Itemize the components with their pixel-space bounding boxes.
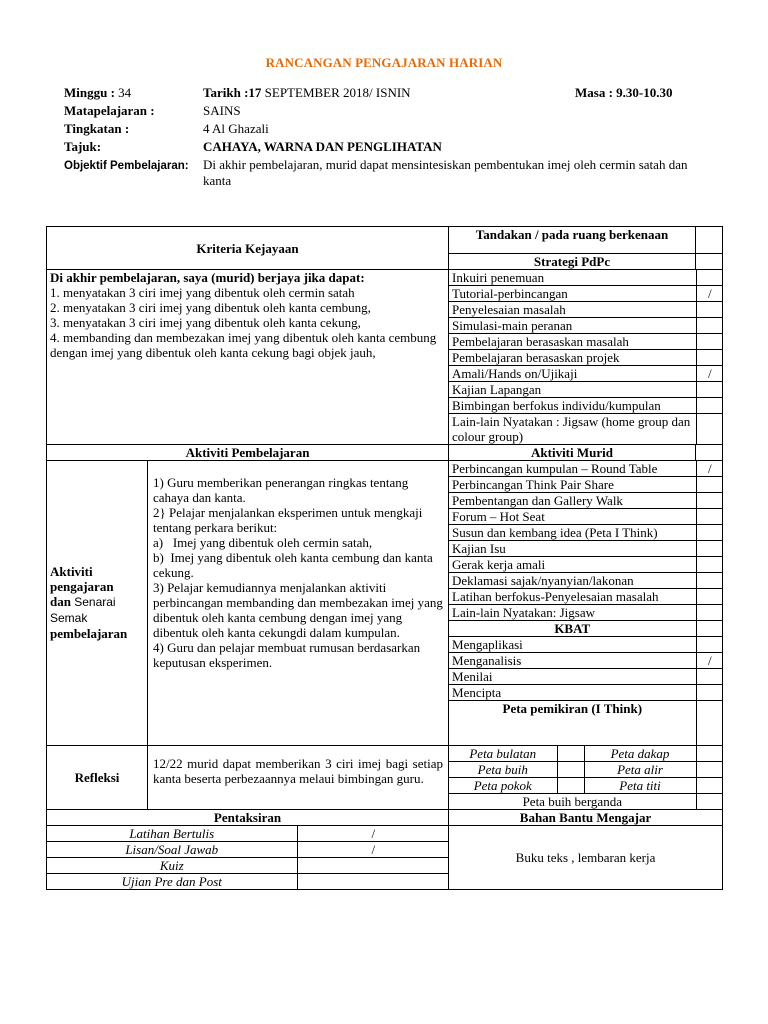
aktiviti-step: 4) Guru dan pelajar membuat rumusan berdasarkan keputusan eksperimen. <box>153 640 421 670</box>
murid-mark <box>696 493 723 509</box>
strategi-item: Lain-lain Nyatakan : Jigsaw (home group dan colour group) <box>449 414 696 445</box>
kbat-item: Menilai <box>449 669 696 685</box>
strategi-item: Kajian Lapangan <box>449 382 696 398</box>
kriteria-item: 1. menyatakan 3 ciri imej yang dibentuk oleh cermin satah <box>50 285 355 300</box>
murid-mark <box>696 605 723 621</box>
peta-item: Peta pokok <box>449 777 557 793</box>
pentaksiran-item: Latihan Bertulis <box>47 826 297 842</box>
strategi-item: Amali/Hands on/Ujikaji <box>449 366 696 382</box>
matapelajaran-label: Matapelajaran : <box>64 103 155 118</box>
kriteria-body <box>47 270 449 445</box>
aktiviti-steps <box>148 461 449 746</box>
refleksi-text: 12/22 murid dapat memberikan 3 ciri imej bagi setiap kanta beserta perbezaannya melaui bimbingan guru. <box>148 745 449 809</box>
strategi-mark <box>696 334 723 350</box>
kbat-item: Mengaplikasi <box>449 637 696 653</box>
pentaksiran-heading: Pentaksiran <box>47 809 449 825</box>
refleksi-label: Refleksi <box>47 745 148 809</box>
pentaksiran-mark: / <box>297 826 449 842</box>
pentaksiran-mark: / <box>297 841 449 857</box>
strategi-mark <box>696 270 723 286</box>
strategi-item: Tutorial-perbincangan <box>449 286 696 302</box>
pentaksiran-item: Lisan/Soal Jawab <box>47 841 297 857</box>
strategi-mark <box>696 318 723 334</box>
kbat-mark: / <box>696 653 723 669</box>
aktiviti-side-label: Aktiviti pengajaran dan Senarai Semak pembelajaran <box>47 461 148 746</box>
peta-heading: Peta pemikiran (I Think) <box>449 701 696 745</box>
murid-mark <box>696 557 723 573</box>
rph-table <box>46 226 723 890</box>
pentaksiran-mark <box>297 873 449 889</box>
murid-item: Lain-lain Nyatakan: Jigsaw <box>449 605 696 621</box>
tingkatan-value: 4 Al Ghazali <box>203 121 269 136</box>
aktiviti-pembelajaran-heading: Aktiviti Pembelajaran <box>47 445 449 461</box>
bbm-heading: Bahan Bantu Mengajar <box>449 809 723 825</box>
pentaksiran-list <box>47 826 449 889</box>
aktiviti-step: 2} Pelajar menjalankan eksperimen untuk mengkaji tentang perkara berikut: <box>153 505 423 535</box>
peta-item: Peta buih <box>449 761 557 777</box>
kriteria-item: 2. menyatakan 3 ciri imej yang dibentuk oleh kanta cembung, <box>50 300 371 315</box>
objektif-value: Di akhir pembelajaran, murid dapat mensintesiskan pembentukan imej oleh cermin satah dan kanta <box>203 157 688 188</box>
murid-item: Deklamasi sajak/nyanyian/lakonan <box>449 573 696 589</box>
strategi-mark: / <box>696 366 723 382</box>
kriteria-intro: Di akhir pembelajaran, saya (murid) berjaya jika dapat: <box>50 270 365 285</box>
murid-item: Gerak kerja amali <box>449 557 696 573</box>
murid-item: Perbincangan kumpulan – Round Table <box>449 461 696 477</box>
aktiviti-step: 3) Pelajar kemudiannya menjalankan aktiviti perbincangan membanding dan membezakan imej yang dibentuk oleh kanta cembung dengan imej yang dibentuk oleh kanta cekungdi dalam kumpulan. <box>153 580 443 640</box>
kbat-mark <box>696 637 723 653</box>
header-info <box>64 84 704 190</box>
murid-item: Pembentangan dan Gallery Walk <box>449 493 696 509</box>
strategi-item: Pembelajaran berasaskan projek <box>449 350 696 366</box>
strategi-mark <box>696 414 723 445</box>
bbm-value: Buku teks , lembaran kerja <box>449 825 723 889</box>
peta-item: Peta titi <box>584 777 696 793</box>
strategi-item: Penyelesaian masalah <box>449 302 696 318</box>
kbat-heading: KBAT <box>449 621 696 637</box>
tarikh: Tarikh :17 SEPTEMBER 2018/ ISNIN <box>203 85 411 100</box>
strategi-item: Simulasi-main peranan <box>449 318 696 334</box>
tajuk-label: Tajuk: <box>64 139 102 154</box>
aktiviti-step: 1) Guru memberikan penerangan ringkas tentang cahaya dan kanta. <box>153 475 409 505</box>
kbat-item: Menganalisis <box>449 653 696 669</box>
objektif-label: Objektif Pembelajaran: <box>64 160 189 172</box>
kbat-mark <box>696 685 723 701</box>
aktiviti-step: b) Imej yang dibentuk oleh kanta cembung dan kanta cekung. <box>153 550 433 580</box>
murid-item: Forum – Hot Seat <box>449 509 696 525</box>
strategi-list <box>449 270 723 444</box>
masa: Masa : 9.30-10.30 <box>575 85 673 100</box>
tingkatan-label: Tingkatan : <box>64 121 130 136</box>
page-title: RANCANGAN PENGAJARAN HARIAN <box>265 55 503 70</box>
minggu-value: 34 <box>118 85 132 100</box>
pentaksiran-item: Kuiz <box>47 857 297 873</box>
aktiviti-step: a) Imej yang dibentuk oleh cermin satah, <box>153 535 373 550</box>
murid-item: Kajian Isu <box>449 541 696 557</box>
pentaksiran-item: Ujian Pre dan Post <box>47 873 297 889</box>
peta-item: Peta dakap <box>584 746 696 762</box>
strategi-item: Inkuiri penemuan <box>449 270 696 286</box>
aktiviti-murid-heading: Aktiviti Murid <box>449 445 696 461</box>
murid-item: Perbincangan Think Pair Share <box>449 477 696 493</box>
kbat-mark <box>696 669 723 685</box>
murid-item: Latihan berfokus-Penyelesaian masalah <box>449 589 696 605</box>
matapelajaran-value: SAINS <box>203 103 241 118</box>
strategi-item: Bimbingan berfokus individu/kumpulan <box>449 398 696 414</box>
peta-item: Peta buih berganda <box>449 793 696 809</box>
murid-mark <box>696 477 723 493</box>
peta-grid <box>449 746 723 809</box>
peta-item: Peta bulatan <box>449 746 557 762</box>
pentaksiran-mark <box>297 857 449 873</box>
strategi-mark <box>696 398 723 414</box>
aktiviti-murid-list <box>449 461 723 745</box>
tajuk-value: CAHAYA, WARNA DAN PENGLIHATAN <box>203 139 442 154</box>
strategi-mark <box>696 350 723 366</box>
peta-item: Peta alir <box>584 761 696 777</box>
tandakan-heading: Tandakan / pada ruang berkenaan <box>449 227 696 254</box>
kriteria-heading: Kriteria Kejayaan <box>47 227 449 270</box>
murid-mark <box>696 541 723 557</box>
kbat-item: Mencipta <box>449 685 696 701</box>
strategi-heading: Strategi PdPc <box>449 254 696 270</box>
murid-mark: / <box>696 461 723 477</box>
kriteria-item: 3. menyatakan 3 ciri imej yang dibentuk oleh kanta cekung, <box>50 315 361 330</box>
strategi-mark: / <box>696 286 723 302</box>
strategi-mark <box>696 382 723 398</box>
strategi-mark <box>696 302 723 318</box>
murid-mark <box>696 525 723 541</box>
strategi-item: Pembelajaran berasaskan masalah <box>449 334 696 350</box>
murid-mark <box>696 509 723 525</box>
murid-mark <box>696 573 723 589</box>
minggu-label: Minggu : 34 <box>64 85 132 100</box>
kriteria-item: 4. membanding dan membezakan imej yang dibentuk oleh kanta cembung dengan imej yang dibentuk oleh kanta cekung bagi objek jauh, <box>50 330 437 360</box>
murid-mark <box>696 589 723 605</box>
murid-item: Susun dan kembang idea (Peta I Think) <box>449 525 696 541</box>
